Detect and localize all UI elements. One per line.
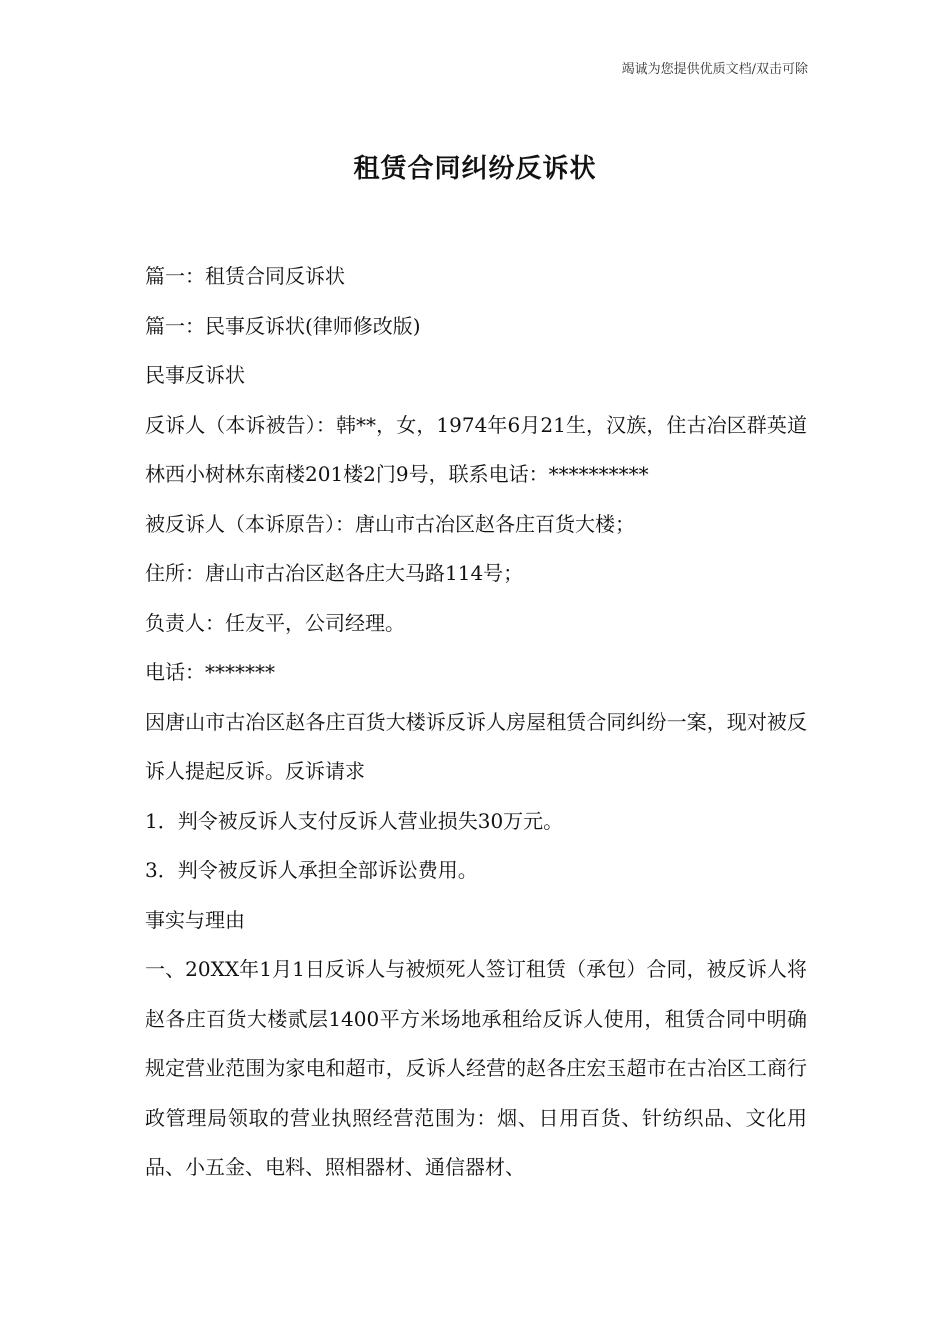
paragraph-counter-plaintiff: 反诉人（本诉被告）：韩**，女，1974年6月21生，汉族，住古冶区群英道林西小树林东南楼201楼2门9号，联系电话：********** (145, 412, 807, 486)
paragraph-responsible-person: 负责人：任友平，公司经理。 (145, 610, 405, 635)
paragraph-section-heading-1: 篇一：租赁合同反诉状 (145, 264, 345, 288)
paragraph-section-heading-2: 篇一：民事反诉状(律师修改版) (145, 313, 421, 338)
paragraph-phone: 电话：******* (145, 660, 275, 684)
paragraph-doc-type: 民事反诉状 (145, 363, 245, 387)
paragraph-claim-3: 3．判令被反诉人承担全部诉讼费用。 (145, 858, 478, 882)
paragraph-counter-defendant: 被反诉人（本诉原告）：唐山市古冶区赵各庄百货大楼； (145, 511, 635, 536)
document-body (145, 252, 807, 1193)
paragraph-case-intro: 因唐山市古冶区赵各庄百货大楼诉反诉人房屋租赁合同纠纷一案，现对被反诉人提起反诉。反诉请求 (145, 709, 807, 783)
paragraph-facts-heading: 事实与理由 (145, 907, 245, 932)
paragraph-facts-1: 一、20XX年1月1日反诉人与被烦死人签订租赁（承包）合同，被反诉人将赵各庄百货大楼贰层1400平方米场地承租给反诉人使用，租赁合同中明确规定营业范围为家电和超市，反诉人经营的赵各庄宏玉超市在古冶区工商行政管理局领取的营业执照经营范围为：烟、日用百货、针纺织品、文化用品、小五金、电料、照相器材、通信器材、 (145, 957, 807, 1179)
document-title: 租赁合同纠纷反诉状 (353, 154, 597, 184)
paragraph-claim-1: 1．判令被反诉人支付反诉人营业损失30万元。 (145, 808, 564, 833)
paragraph-address: 住所：唐山市古冶区赵各庄大马路114号； (145, 561, 524, 585)
header-note: 竭诚为您提供优质文档/双击可除 (621, 62, 808, 77)
